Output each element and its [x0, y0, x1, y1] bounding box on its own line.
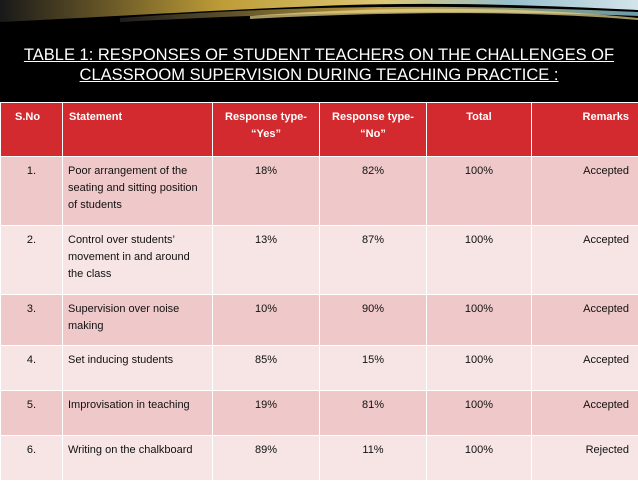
cell-statement: Control over students’ movement in and around the class: [63, 226, 213, 295]
cell-yes: 18%: [213, 157, 320, 226]
cell-no: 11%: [320, 436, 427, 481]
cell-no: 82%: [320, 157, 427, 226]
header-total: Total: [427, 103, 532, 157]
header-statement: Statement: [63, 103, 213, 157]
slide-title: [0, 45, 638, 85]
cell-sno: 3.: [1, 295, 63, 346]
cell-remarks: Accepted: [532, 391, 638, 436]
cell-remarks: Accepted: [532, 295, 638, 346]
decorative-swoosh: [0, 0, 638, 40]
cell-yes: 89%: [213, 436, 320, 481]
cell-yes: 19%: [213, 391, 320, 436]
table-row: [1, 436, 638, 481]
cell-statement: Improvisation in teaching: [63, 391, 213, 436]
cell-sno: 5.: [1, 391, 63, 436]
header-sno: S.No: [1, 103, 63, 157]
header-no-line1: Response type-: [325, 109, 421, 126]
table-row: [1, 157, 638, 226]
cell-total: 100%: [427, 157, 532, 226]
cell-statement: Supervision over noise making: [63, 295, 213, 346]
cell-remarks: Rejected: [532, 436, 638, 481]
cell-no: 90%: [320, 295, 427, 346]
cell-statement: Set inducing students: [63, 346, 213, 391]
cell-yes: 13%: [213, 226, 320, 295]
cell-no: 87%: [320, 226, 427, 295]
cell-sno: 4.: [1, 346, 63, 391]
cell-remarks: Accepted: [532, 157, 638, 226]
cell-total: 100%: [427, 295, 532, 346]
cell-no: 15%: [320, 346, 427, 391]
header-no-line2: “No”: [325, 126, 421, 143]
header-response-yes: [213, 103, 320, 157]
cell-yes: 10%: [213, 295, 320, 346]
table-row: [1, 295, 638, 346]
cell-statement: Writing on the chalkboard: [63, 436, 213, 481]
table-row: [1, 391, 638, 436]
cell-remarks: Accepted: [532, 346, 638, 391]
cell-sno: 1.: [1, 157, 63, 226]
table-header-row: [1, 103, 638, 157]
title-banner: [0, 0, 638, 103]
cell-total: 100%: [427, 391, 532, 436]
cell-yes: 85%: [213, 346, 320, 391]
cell-total: 100%: [427, 346, 532, 391]
header-remarks: Remarks: [532, 103, 638, 157]
cell-remarks: Accepted: [532, 226, 638, 295]
cell-statement: Poor arrangement of the seating and sitting position of students: [63, 157, 213, 226]
cell-sno: 2.: [1, 226, 63, 295]
table-row: [1, 346, 638, 391]
responses-table: [0, 102, 638, 481]
header-yes-line1: Response type-: [218, 109, 314, 126]
table-row: [1, 226, 638, 295]
cell-total: 100%: [427, 436, 532, 481]
cell-sno: 6.: [1, 436, 63, 481]
cell-no: 81%: [320, 391, 427, 436]
header-response-no: [320, 103, 427, 157]
header-yes-line2: “Yes”: [218, 126, 314, 143]
cell-total: 100%: [427, 226, 532, 295]
title-line-1: TABLE 1: RESPONSES OF STUDENT TEACHERS ON THE CHALLENGES OF: [0, 45, 638, 65]
title-line-2: CLASSROOM SUPERVISION DURING TEACHING PRACTICE :: [0, 65, 638, 85]
